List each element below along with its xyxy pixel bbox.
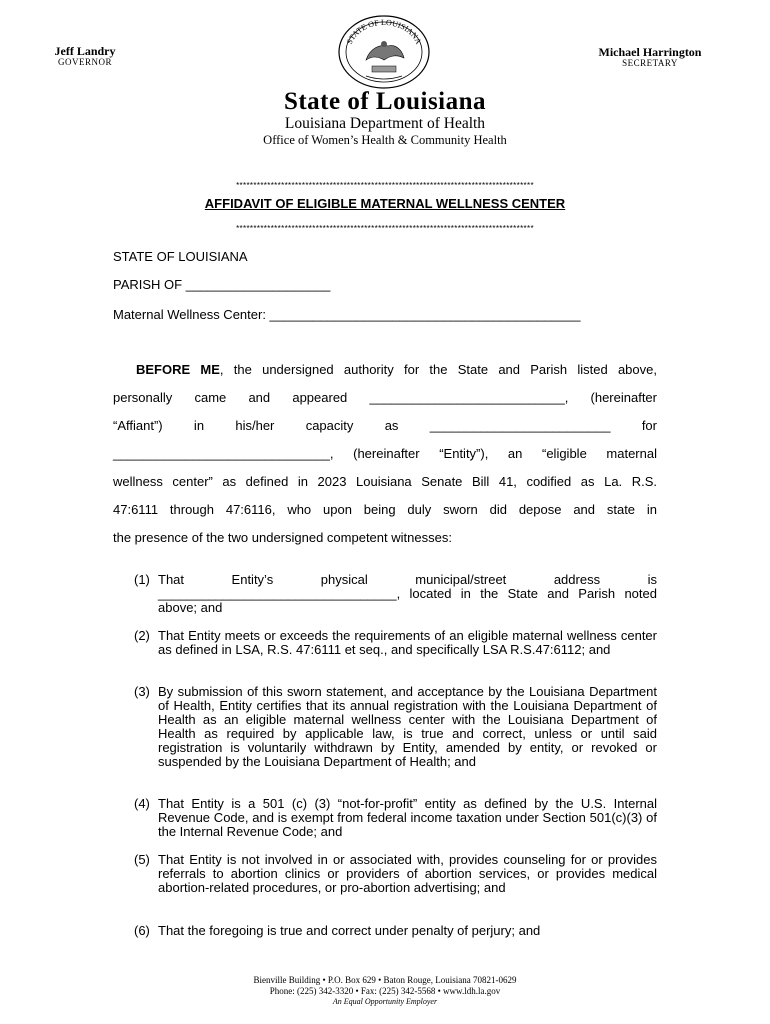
list-item [134, 629, 657, 657]
intro-line-1 [113, 362, 657, 377]
state-field: STATE OF LOUISIANA [113, 249, 248, 264]
footer-eoe: An Equal Opportunity Employer [332, 997, 438, 1006]
list-item-number: (6) [134, 923, 150, 938]
list-item-text: By submission of this sworn statement, and acceptance by the Louisiana Department of Health, Entity certifies that its annual registration with the Louisiana Department of Health as an eligible maternal wellness center with the Louisiana Department of Health as required by applicable law, is true and correct, unless or until said registration is voluntarily withdrawn by Entity, amended by entity, or revoked or suspended by the Louisiana Department of Health; and [158, 684, 657, 769]
footer-address: Bienville Building • P.O. Box 629 • Baton Rouge, Louisiana 70821-0629 [253, 975, 517, 985]
intro-line-6: 47:6111 through 47:6116, who upon being duly sworn did depose and state in [113, 502, 657, 517]
state-title: State of Louisiana [283, 88, 487, 115]
list-item [134, 853, 657, 895]
list-item-number: (2) [134, 628, 150, 643]
list-item-number: (3) [134, 684, 150, 699]
list-item-text: That Entity is a 501 (c) (3) “not-for-profit” entity as defined by the U.S. Internal Revenue Code, and is exempt from federal income taxation under Section 501(c)(3) of the Internal Revenue Code; and [158, 796, 657, 839]
footer-contact: Phone: (225) 342-3320 • Fax: (225) 342-5568 • www.ldh.la.gov [269, 986, 501, 996]
department-name: Louisiana Department of Health [284, 115, 486, 132]
list-item-number: (1) [134, 572, 150, 587]
governor-name: Jeff Landry [54, 44, 116, 58]
before-me-bold: BEFORE ME [136, 362, 220, 377]
governor-title: GOVERNOR [57, 57, 112, 67]
secretary-name: Michael Harrington [598, 45, 702, 59]
intro-line-2: personally came and appeared ___________________________, (hereinafter [113, 390, 657, 405]
list-item-text: That the foregoing is true and correct under penalty of perjury; and [158, 923, 541, 938]
intro-line-5: wellness center” as defined in 2023 Louisiana Senate Bill 41, codified as La. R.S. [113, 474, 657, 489]
list-item-text: That Entity’s physical municipal/street address is _________________________________, located in the State and Parish noted above; and [158, 572, 657, 615]
office-name: Office of Women’s Health & Community Health [263, 133, 507, 147]
list-item-text: That Entity meets or exceeds the requirements of an eligible maternal wellness center as defined in LSA, R.S. 47:6111 et seq., and specifically LSA R.S.47:6112; and [158, 628, 657, 657]
intro-line-4: ______________________________, (hereinafter “Entity”), an “eligible maternal [113, 446, 657, 461]
list-item [134, 924, 657, 938]
intro-line-3: “Affiant”) in his/her capacity as _________________________ for [113, 418, 657, 433]
stars-divider-bottom: ************************************************************************************** [236, 224, 534, 233]
document-title: AFFIDAVIT OF ELIGIBLE MATERNAL WELLNESS CENTER [204, 196, 566, 211]
list-item [134, 797, 657, 839]
list-item-number: (5) [134, 852, 150, 867]
intro-line-1-rest: , the undersigned authority for the State and Parish listed above, [219, 362, 657, 377]
secretary-title: SECRETARY [622, 58, 678, 68]
list-item [134, 573, 657, 615]
seal-text: STATE OF LOUISIANA [344, 17, 424, 46]
wellness-center-field[interactable]: Maternal Wellness Center: ___________________________________________ [113, 307, 581, 322]
list-item [134, 685, 657, 769]
intro-line-7: the presence of the two undersigned competent witnesses: [113, 530, 452, 545]
list-item-number: (4) [134, 796, 150, 811]
list-item-text: That Entity is not involved in or associated with, provides counseling for or provides referrals to abortion clinics or providers of abortion services, or provides medical abortion-related procedures, or pro-abortion advertising; and [158, 852, 657, 895]
parish-field[interactable]: PARISH OF ____________________ [113, 277, 331, 292]
state-seal-icon [336, 14, 432, 90]
stars-divider-top: ************************************************************************************** [236, 181, 534, 190]
